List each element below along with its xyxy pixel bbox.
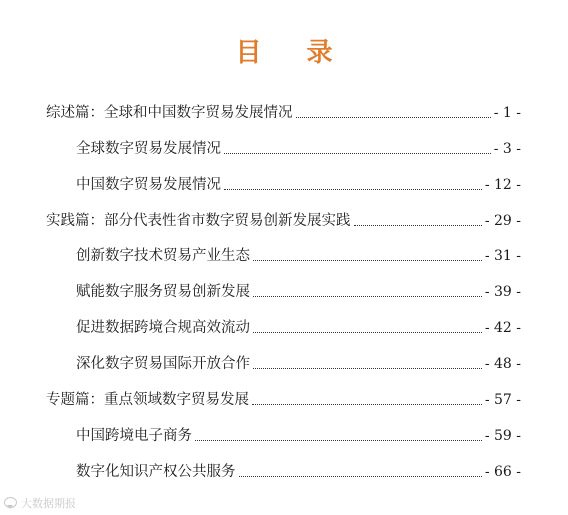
toc-entry-label: 深化数字贸易国际开放合作 (76, 356, 250, 373)
watermark-text: 大数据期报 (21, 497, 76, 510)
toc-entry-page: - 1 - (493, 104, 521, 121)
dot-leader (253, 368, 482, 369)
dot-leader (224, 189, 482, 190)
toc-entry-page: - 31 - (484, 248, 521, 265)
toc-entry-label: 全球数字贸易发展情况 (76, 140, 221, 157)
toc-entry-global[interactable] (0, 128, 568, 164)
toc-entry-label: 实践篇：部分代表性省市数字贸易创新发展实践 (46, 212, 351, 229)
toc-entry-tech-ecosystem[interactable] (0, 236, 568, 272)
dot-leader (252, 404, 482, 405)
toc-entry-page: - 48 - (484, 356, 521, 373)
page-title: 目 录 (235, 38, 351, 68)
table-of-contents (0, 92, 568, 487)
toc-entry-special-topics[interactable] (0, 379, 568, 415)
toc-entry-page: - 42 - (484, 320, 521, 337)
toc-entry-page: - 12 - (484, 176, 521, 193)
dot-leader (195, 440, 482, 441)
dot-leader (253, 260, 482, 261)
dot-leader (239, 476, 482, 477)
toc-entry-label: 综述篇：全球和中国数字贸易发展情况 (46, 104, 293, 121)
dot-leader (224, 153, 491, 154)
dot-leader (253, 332, 482, 333)
toc-entry-page: - 66 - (484, 463, 521, 480)
dot-leader (296, 117, 491, 118)
toc-entry-label: 赋能数字服务贸易创新发展 (76, 284, 250, 301)
toc-entry-data-flow[interactable] (0, 307, 568, 343)
toc-entry-label: 专题篇：重点领域数字贸易发展 (46, 392, 249, 409)
toc-entry-page: - 57 - (484, 392, 521, 409)
speech-bubble-icon (4, 497, 18, 509)
toc-entry-page: - 3 - (493, 140, 521, 157)
toc-entry-page: - 39 - (484, 284, 521, 301)
toc-entry-practice[interactable] (0, 200, 568, 236)
watermark (4, 495, 76, 511)
toc-entry-ip-services[interactable] (0, 451, 568, 487)
toc-entry-international-cooperation[interactable] (0, 343, 568, 379)
dot-leader (253, 296, 482, 297)
toc-entry-service-trade[interactable] (0, 271, 568, 307)
dot-leader (354, 225, 482, 226)
toc-entry-label: 中国跨境电子商务 (76, 427, 192, 444)
toc-entry-label: 中国数字贸易发展情况 (76, 176, 221, 193)
toc-entry-cross-border-ecommerce[interactable] (0, 415, 568, 451)
toc-entry-label: 数字化知识产权公共服务 (76, 463, 236, 480)
toc-entry-page: - 29 - (484, 212, 521, 229)
toc-entry-overview[interactable] (0, 92, 568, 128)
toc-entry-label: 促进数据跨境合规高效流动 (76, 320, 250, 337)
toc-entry-label: 创新数字技术贸易产业生态 (76, 248, 250, 265)
toc-entry-china[interactable] (0, 164, 568, 200)
toc-entry-page: - 59 - (484, 427, 521, 444)
